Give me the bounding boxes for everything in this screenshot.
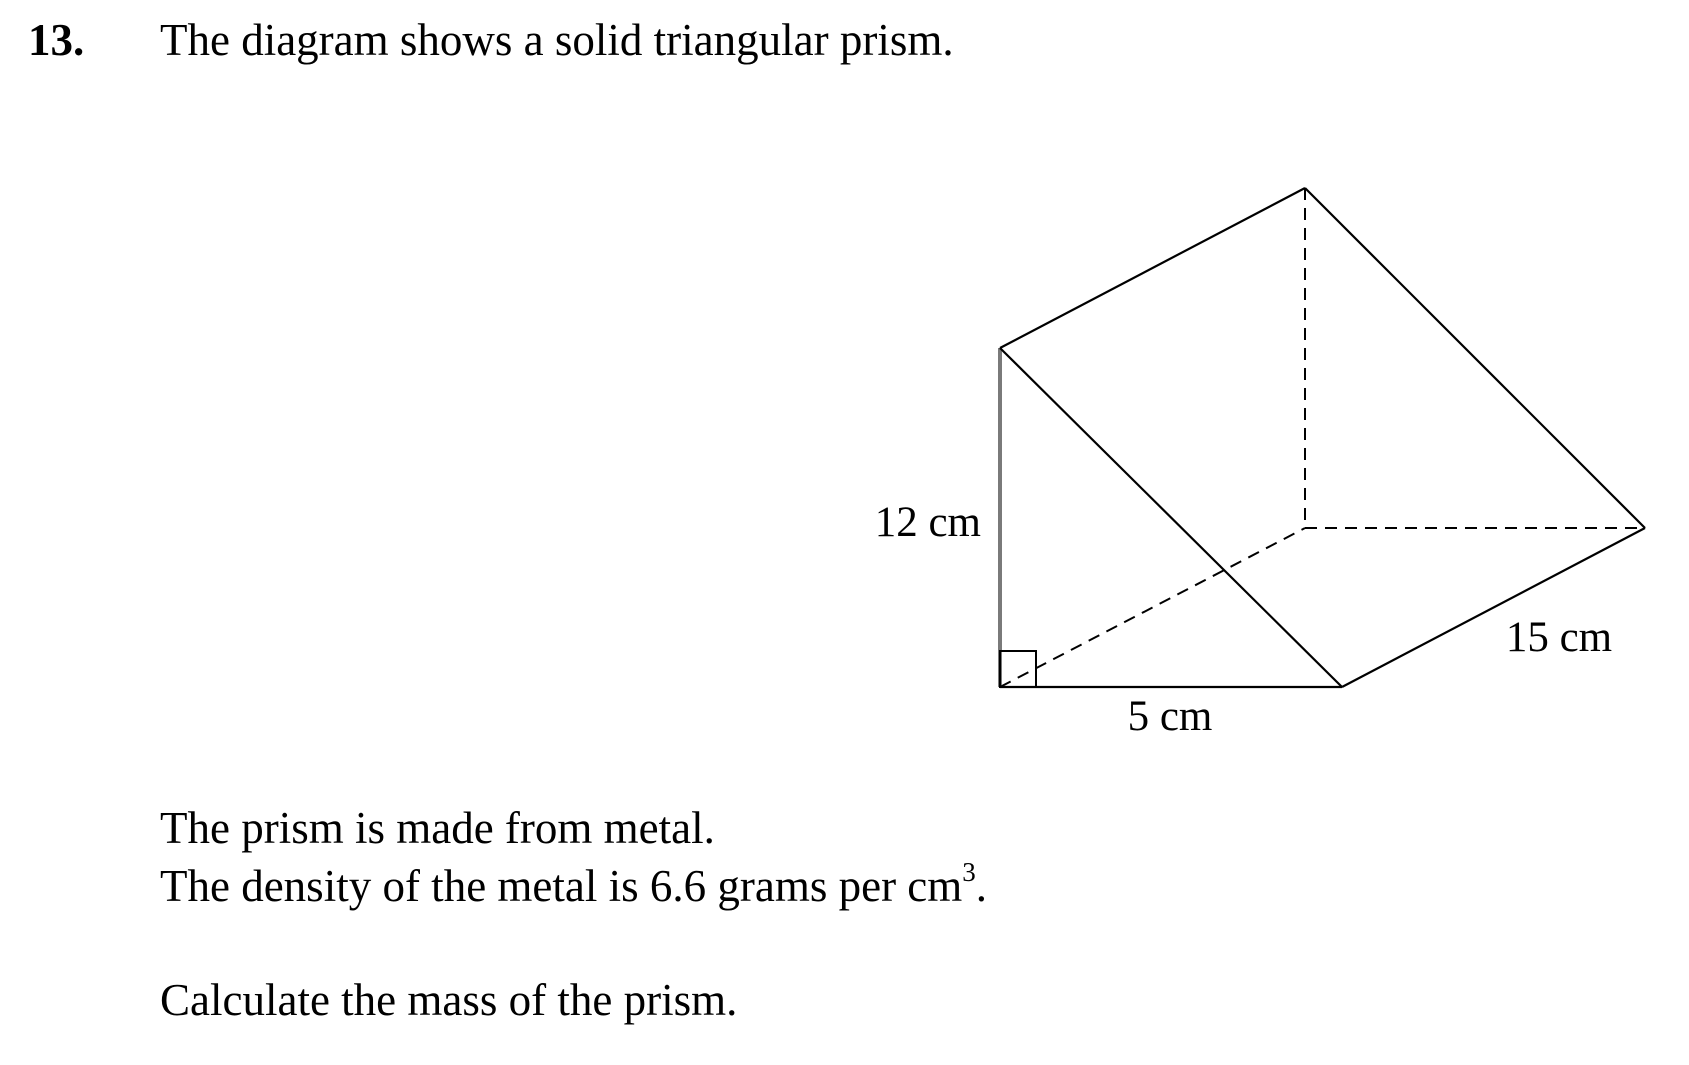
base-label: 5 cm bbox=[1127, 693, 1213, 740]
statement-material: The prism is made from metal. bbox=[160, 803, 715, 853]
question-number: 13. bbox=[28, 15, 85, 65]
right-angle-marker bbox=[1000, 651, 1036, 687]
length-label: 15 cm bbox=[1505, 614, 1613, 661]
bottom-length-edge bbox=[1342, 528, 1645, 687]
hidden-bottom-length-edge bbox=[1000, 528, 1305, 687]
top-length-edge bbox=[1000, 188, 1305, 348]
front-hypotenuse-edge bbox=[1000, 348, 1342, 687]
density-text: The density of the metal is 6.6 grams per cm bbox=[160, 861, 963, 911]
back-hypotenuse-edge bbox=[1305, 188, 1645, 528]
density-period: . bbox=[975, 861, 988, 911]
question-intro: The diagram shows a solid triangular prism. bbox=[160, 15, 954, 65]
statement-density bbox=[160, 857, 988, 911]
cubic-exponent: 3 bbox=[962, 857, 976, 887]
question-instruction: Calculate the mass of the prism. bbox=[160, 975, 738, 1025]
height-label: 12 cm bbox=[874, 499, 981, 546]
